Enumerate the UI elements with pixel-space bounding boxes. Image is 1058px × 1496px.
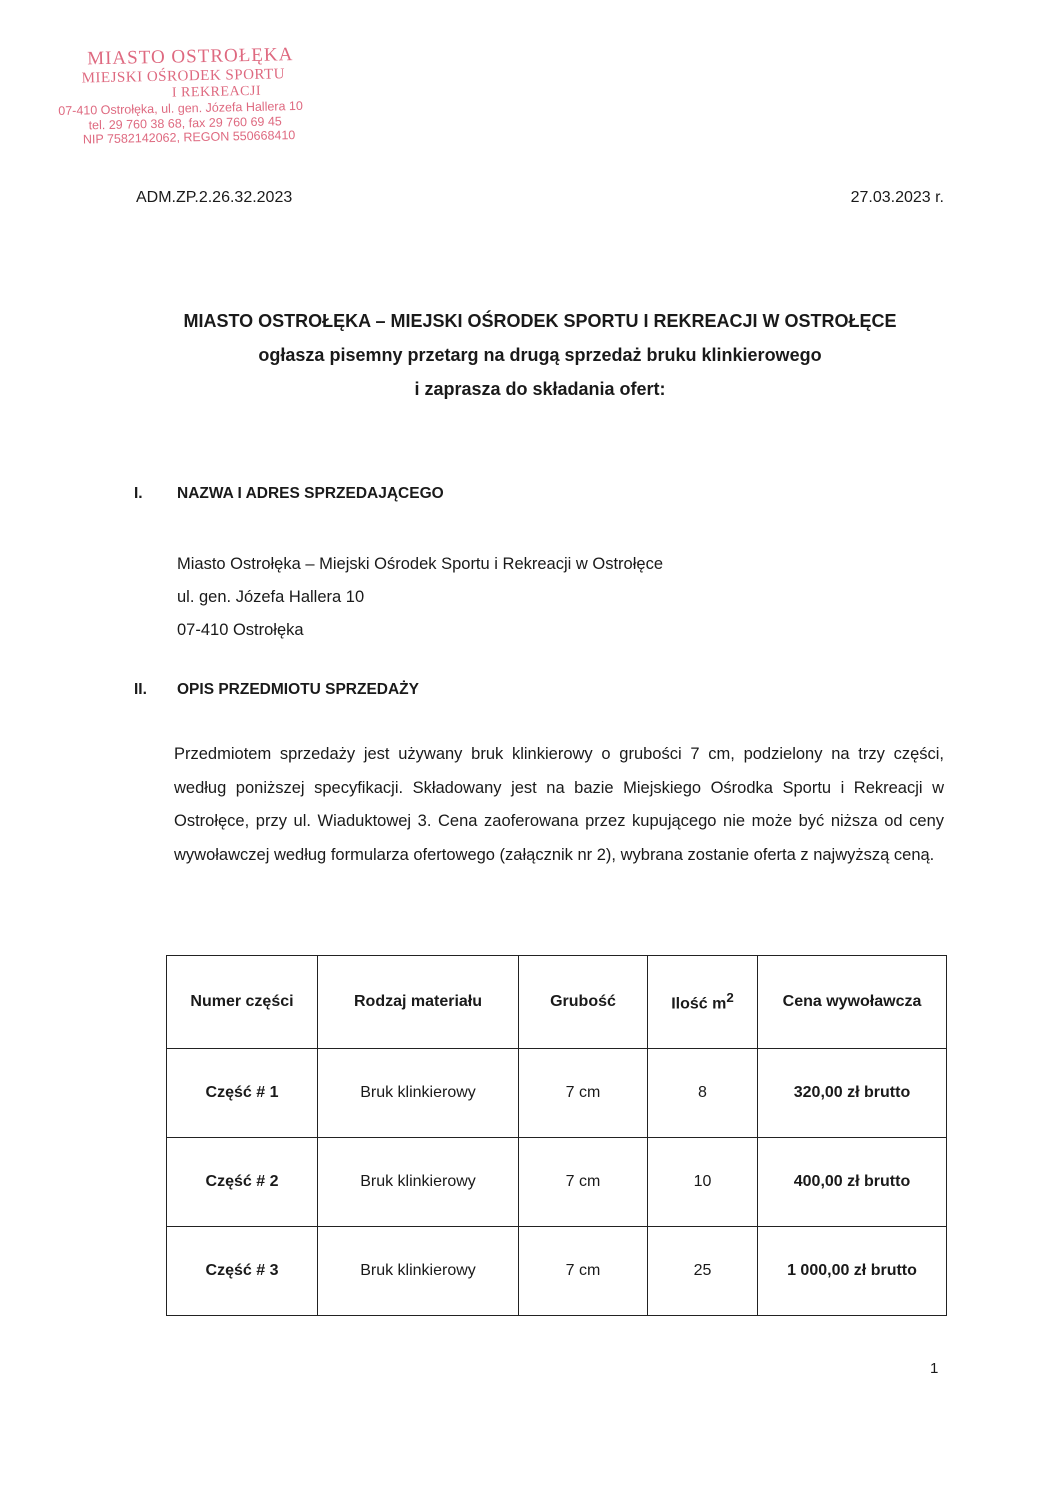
- stamp-line-phone: tel. 29 760 38 68, fax 29 760 69 45: [88, 113, 282, 132]
- stamp-line-nip: NIP 7582142062, REGON 550668410: [82, 127, 296, 147]
- table-row: [167, 1049, 947, 1138]
- header-part-number: Numer części: [167, 956, 318, 1049]
- heading-line-1: MIASTO OSTROŁĘKA – MIEJSKI OŚRODEK SPORTU I REKREACJI W OSTROŁĘCE: [183, 311, 897, 331]
- sale-description-paragraph: Przedmiotem sprzedaży jest używany bruk klinkierowy o grubości 7 cm, podzielony na trzy części, według poniższej specyfikacji. Składowany jest na bazie Miejskiego Ośrodka Sportu i Rekreacji w Ostrołęce, przy ul. Wiaduktowej 3. Cena zaoferowana przez kupującego nie może być niższa od ceny wywoławczej według formularza ofertowego (załącznik nr 2), wybrana zostanie oferta z najwyższą ceną.: [174, 745, 944, 864]
- header-quantity: [648, 956, 758, 1049]
- section-1-title: NAZWA I ADRES SPRZEDAJĄCEGO: [177, 485, 444, 502]
- cell-quantity: 25: [648, 1227, 758, 1316]
- header-quantity-superscript: 2: [726, 990, 734, 1006]
- seller-address: [177, 548, 663, 647]
- table-row: [167, 1227, 947, 1316]
- cell-thickness: 7 cm: [519, 1227, 648, 1316]
- address-line: 07-410 Ostrołęka: [177, 621, 304, 639]
- address-line: ul. gen. Józefa Hallera 10: [177, 588, 365, 606]
- cell-part: Część # 2: [167, 1138, 318, 1227]
- cell-quantity: 8: [648, 1049, 758, 1138]
- stamp-line-city: MIASTO OSTROŁĘKA: [86, 44, 294, 70]
- official-stamp: [51, 43, 353, 148]
- address-line: Miasto Ostrołęka – Miejski Ośrodek Sportu i Rekreacji w Ostrołęce: [177, 555, 663, 573]
- cell-price: 1 000,00 zł brutto: [758, 1227, 947, 1316]
- stamp-line-address: 07-410 Ostrołęka, ul. gen. Józefa Hallera 10: [58, 99, 303, 119]
- table-row: [167, 1138, 947, 1227]
- document-heading: [100, 304, 980, 406]
- header-thickness: Grubość: [519, 956, 648, 1049]
- table-header-row: [167, 956, 947, 1049]
- header-quantity-label: Ilość m: [671, 995, 727, 1013]
- header-material: Rodzaj materiału: [318, 956, 519, 1049]
- page-number: 1: [930, 1360, 939, 1377]
- cell-price: 400,00 zł brutto: [758, 1138, 947, 1227]
- cell-quantity: 10: [648, 1138, 758, 1227]
- document-date: 27.03.2023 r.: [850, 189, 944, 206]
- reference-number: ADM.ZP.2.26.32.2023: [136, 189, 293, 206]
- heading-line-2: ogłasza pisemny przetarg na drugą sprzedaż bruku klinkierowego: [258, 345, 822, 365]
- cell-thickness: 7 cm: [519, 1138, 648, 1227]
- cell-price: 320,00 zł brutto: [758, 1049, 947, 1138]
- stamp-line-institution-2: I REKREACJI: [171, 83, 262, 101]
- stamp-line-institution: MIEJSKI OŚRODEK SPORTU: [81, 66, 286, 87]
- specification-table: [166, 955, 947, 1316]
- cell-part: Część # 3: [167, 1227, 318, 1316]
- section-2-number: II.: [134, 681, 147, 698]
- cell-material: Bruk klinkierowy: [318, 1049, 519, 1138]
- header-starting-price: Cena wywoławcza: [758, 956, 947, 1049]
- cell-material: Bruk klinkierowy: [318, 1138, 519, 1227]
- cell-part: Część # 1: [167, 1049, 318, 1138]
- heading-line-3: i zaprasza do składania ofert:: [414, 379, 666, 399]
- section-1-number: I.: [134, 485, 143, 502]
- cell-material: Bruk klinkierowy: [318, 1227, 519, 1316]
- section-2-title: OPIS PRZEDMIOTU SPRZEDAŻY: [177, 681, 419, 698]
- cell-thickness: 7 cm: [519, 1049, 648, 1138]
